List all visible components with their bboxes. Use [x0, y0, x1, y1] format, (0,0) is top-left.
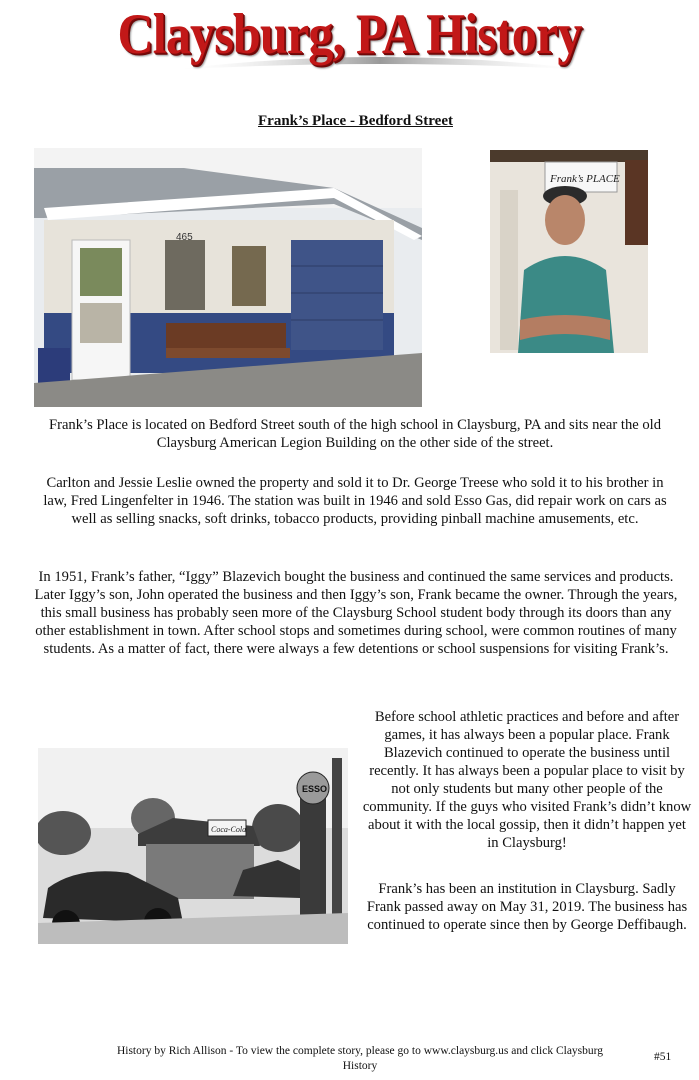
historic-esso-station-photo — [38, 748, 348, 944]
paragraph-popular-place: Before school athletic practices and before and after games, it has always been a popular place. Frank Blazevich continued to operate the business until recently. It has always been a popular place to visit by not only students but many other people of the community. If the guys who visited Frank’s didn’t know about it with the local gossip, then it didn’t happen yet in Claysburg! — [362, 709, 692, 851]
footer-credit: History by Rich Allison - To view the complete story, please go to www.claysburg.us and click Claysburg History — [116, 1045, 604, 1072]
frank-place-sign-text: Frank’s PLACE — [550, 173, 620, 185]
page-number: #51 — [654, 1051, 672, 1063]
header-banner — [0, 0, 699, 80]
article-subtitle: Frank’s Place - Bedford Street — [258, 113, 453, 129]
paragraph-ownership: Carlton and Jessie Leslie owned the property and sold it to Dr. George Treese who sold it to his brother in law, Fred Lingenfelter in 1946. The station was built in 1946 and sold Esso Gas, did repair work on cars as well as selling snacks, soft drinks, tobacco products, providing pinball machine amusements, etc. — [43, 475, 667, 527]
esso-pump-globe-text: ESSO — [302, 784, 328, 794]
frank-portrait-photo — [490, 150, 648, 353]
storefront-photo — [34, 148, 422, 407]
paragraph-location: Frank’s Place is located on Bedford Street south of the high school in Claysburg, PA and sits near the old Claysburg American Legion Building on the other side of the street. — [48, 417, 662, 451]
page-title: Claysburg, PA History — [117, 3, 582, 66]
paragraph-institution: Frank’s has been an institution in Claysburg. Sadly Frank passed away on May 31, 2019. The business has continued to operate since then by George Deffibaugh. — [366, 881, 688, 933]
coca-cola-sign-text: Coca-Cola — [211, 825, 247, 834]
address-number: 465 — [176, 232, 193, 243]
paragraph-blazevich: In 1951, Frank’s father, “Iggy” Blazevich bought the business and continued the same services and products. Later Iggy’s son, John operated the business and then Iggy’s son, Frank became the owner. Through the years, this small business has probably seen more of the Claysburg School student body through its doors than any other establishment in town. After school stops and sometimes during school, were common routines of many students. As a matter of fact, there were always a few detentions or school suspensions for visiting Frank’s. — [34, 569, 678, 657]
